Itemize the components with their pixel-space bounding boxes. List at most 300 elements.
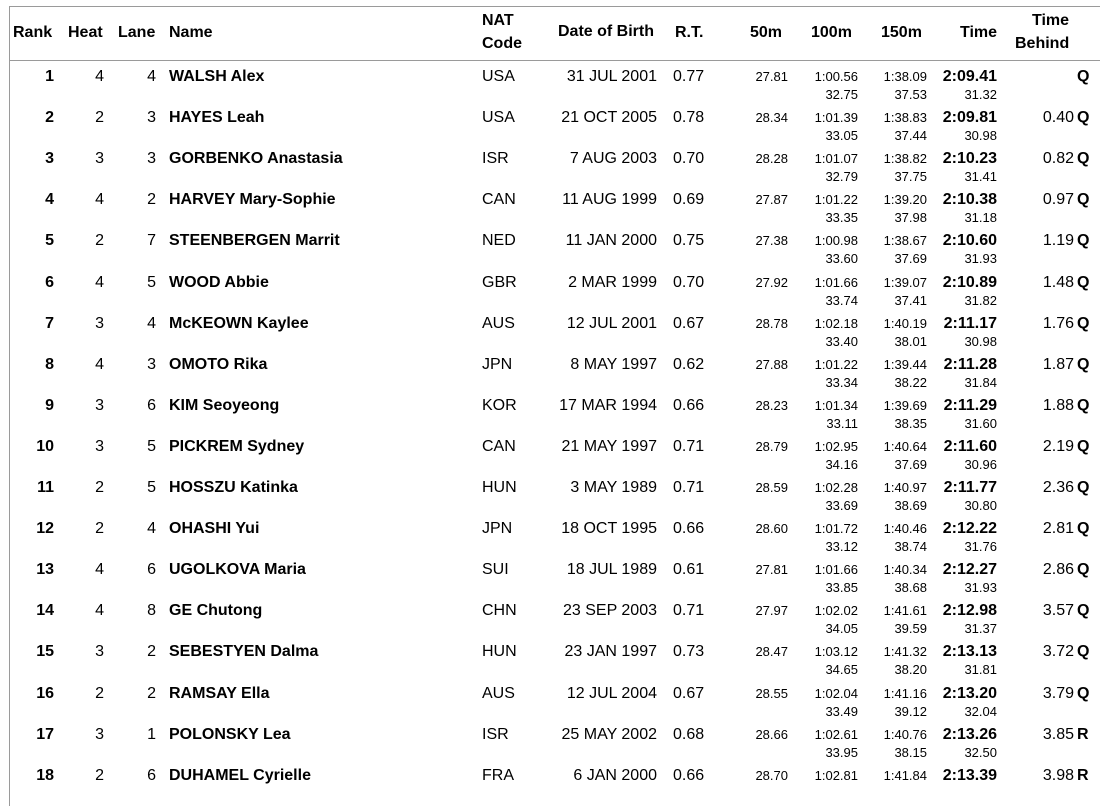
cell-lap-100m: 33.74 bbox=[825, 292, 858, 308]
cell-lap-100m: 32.75 bbox=[825, 87, 858, 102]
cell-dob: 11 AUG 1999 bbox=[562, 191, 657, 209]
cell-name: DUHAMEL Cyrielle bbox=[169, 766, 311, 784]
cell-split-100m: 1:02.81 bbox=[814, 767, 858, 783]
cell-rt: 0.70 bbox=[673, 150, 705, 168]
cell-split-150m: 1:39.44 bbox=[883, 356, 927, 372]
cell-nat: SUI bbox=[482, 561, 509, 579]
cell-lap-200m: 31.93 bbox=[964, 580, 997, 596]
cell-split-100m: 1:02.95 bbox=[814, 438, 858, 454]
cell-lap-100m: 32.79 bbox=[825, 169, 858, 185]
cell-lap-200m: 30.96 bbox=[964, 456, 997, 472]
cell-nat: AUS bbox=[482, 684, 515, 702]
cell-split-150m: 1:40.34 bbox=[883, 562, 927, 578]
cell-final-time: 2:11.60 bbox=[943, 437, 997, 455]
table-row bbox=[10, 227, 1100, 268]
cell-final-time: 2:12.98 bbox=[942, 602, 997, 620]
cell-split-100m: 1:03.12 bbox=[814, 644, 858, 660]
cell-split-50m: 28.47 bbox=[755, 644, 788, 660]
cell-lane: 2 bbox=[147, 643, 156, 661]
cell-rank: 16 bbox=[36, 684, 54, 702]
cell-time-behind: 3.98 bbox=[1042, 766, 1074, 784]
cell-split-100m: 1:01.39 bbox=[814, 110, 858, 126]
header-50m: 50m bbox=[750, 24, 783, 41]
cell-qualifier: Q bbox=[1077, 643, 1090, 661]
cell-qualifier: Q bbox=[1077, 437, 1090, 455]
cell-qualifier: Q bbox=[1077, 273, 1090, 291]
cell-lane: 4 bbox=[147, 520, 156, 538]
cell-rank: 7 bbox=[45, 314, 54, 332]
cell-lane: 3 bbox=[147, 109, 156, 127]
cell-split-50m: 27.88 bbox=[755, 356, 788, 372]
cell-split-50m: 28.78 bbox=[755, 315, 788, 331]
cell-lane: 4 bbox=[147, 314, 156, 332]
cell-split-100m: 1:01.66 bbox=[814, 274, 858, 290]
cell-rt: 0.71 bbox=[673, 437, 705, 455]
cell-split-50m: 28.60 bbox=[755, 521, 788, 537]
cell-lap-100m: 33.11 bbox=[826, 415, 858, 431]
cell-time-behind: 2.81 bbox=[1042, 520, 1074, 538]
cell-nat: JPN bbox=[482, 520, 513, 538]
cell-rt: 0.62 bbox=[673, 355, 705, 373]
cell-split-100m: 1:01.66 bbox=[814, 562, 858, 578]
table-row bbox=[10, 310, 1100, 351]
cell-heat: 4 bbox=[95, 602, 104, 620]
cell-split-150m: 1:39.69 bbox=[883, 397, 927, 413]
cell-split-150m: 1:39.20 bbox=[883, 192, 927, 208]
cell-time-behind: 1.19 bbox=[1042, 232, 1074, 250]
cell-split-100m: 1:02.04 bbox=[814, 685, 858, 701]
table-row bbox=[10, 145, 1100, 186]
cell-lap-200m: 31.76 bbox=[964, 539, 997, 555]
cell-lane: 5 bbox=[147, 273, 156, 291]
cell-rank: 6 bbox=[45, 273, 54, 291]
table-row bbox=[10, 186, 1100, 227]
table-row bbox=[10, 515, 1100, 556]
table-row bbox=[10, 638, 1100, 679]
cell-nat: CAN bbox=[482, 437, 516, 455]
cell-lap-200m: 31.32 bbox=[964, 87, 997, 102]
cell-name: POLONSKY Lea bbox=[169, 725, 291, 743]
cell-final-time: 2:11.77 bbox=[943, 479, 997, 496]
cell-lap-200m: 31.60 bbox=[964, 415, 997, 431]
cell-lap-150m: 37.69 bbox=[894, 251, 927, 267]
cell-name: McKEOWN Kaylee bbox=[169, 314, 309, 332]
cell-rt: 0.66 bbox=[673, 520, 705, 538]
cell-heat: 3 bbox=[95, 725, 104, 743]
cell-final-time: 2:10.89 bbox=[942, 273, 997, 291]
cell-qualifier: R bbox=[1077, 766, 1089, 784]
cell-lap-200m: 31.84 bbox=[964, 374, 997, 390]
cell-final-time: 2:13.20 bbox=[942, 684, 997, 702]
cell-dob: 21 MAY 1997 bbox=[561, 437, 657, 455]
cell-nat: HUN bbox=[482, 479, 517, 496]
cell-time-behind: 3.85 bbox=[1042, 725, 1074, 743]
cell-split-100m: 1:00.56 bbox=[814, 69, 858, 84]
cell-name: OHASHI Yui bbox=[169, 520, 260, 538]
cell-name: WALSH Alex bbox=[169, 68, 265, 85]
cell-heat: 2 bbox=[95, 684, 104, 702]
cell-heat: 3 bbox=[95, 150, 104, 168]
cell-time-behind: 2.86 bbox=[1042, 561, 1074, 579]
cell-final-time: 2:11.28 bbox=[943, 355, 997, 373]
cell-final-time: 2:10.23 bbox=[942, 150, 997, 168]
cell-rank: 10 bbox=[36, 437, 54, 455]
cell-heat: 4 bbox=[95, 68, 104, 85]
cell-rt: 0.67 bbox=[673, 314, 705, 332]
cell-lap-150m: 38.68 bbox=[894, 580, 927, 596]
cell-time-behind: 3.57 bbox=[1042, 602, 1074, 620]
cell-split-150m: 1:38.83 bbox=[883, 110, 927, 126]
cell-dob: 31 JUL 2001 bbox=[566, 68, 657, 85]
cell-heat: 2 bbox=[95, 766, 104, 784]
cell-split-150m: 1:40.64 bbox=[883, 438, 927, 454]
cell-lap-100m: 34.65 bbox=[825, 662, 858, 678]
cell-split-50m: 28.55 bbox=[755, 685, 788, 701]
cell-split-100m: 1:02.61 bbox=[814, 726, 858, 742]
cell-qualifier: Q bbox=[1077, 314, 1090, 332]
table-row bbox=[10, 474, 1100, 515]
cell-time-behind: 2.19 bbox=[1042, 437, 1074, 455]
cell-split-100m: 1:01.72 bbox=[814, 521, 858, 537]
header-heat: Heat bbox=[68, 24, 103, 41]
cell-lap-100m: 33.40 bbox=[825, 333, 858, 349]
cell-dob: 23 SEP 2003 bbox=[562, 602, 657, 620]
table-row bbox=[10, 351, 1100, 392]
cell-lane: 1 bbox=[147, 725, 156, 743]
table-row bbox=[10, 721, 1100, 762]
table-row bbox=[10, 433, 1100, 474]
cell-rank: 18 bbox=[36, 766, 54, 784]
cell-qualifier: Q bbox=[1077, 684, 1090, 702]
cell-lap-150m: 37.98 bbox=[894, 210, 927, 226]
table-row bbox=[10, 269, 1100, 310]
cell-split-100m: 1:02.02 bbox=[814, 603, 858, 619]
cell-nat: USA bbox=[482, 68, 515, 85]
cell-qualifier: Q bbox=[1077, 232, 1090, 250]
cell-lap-200m: 32.50 bbox=[964, 744, 997, 760]
cell-dob: 12 JUL 2001 bbox=[566, 314, 657, 332]
cell-rank: 1 bbox=[45, 68, 54, 85]
cell-name: PICKREM Sydney bbox=[169, 437, 305, 455]
cell-rt: 0.68 bbox=[673, 725, 705, 743]
cell-lap-200m: 31.37 bbox=[964, 621, 997, 637]
cell-heat: 3 bbox=[95, 314, 104, 332]
cell-dob: 18 OCT 1995 bbox=[561, 520, 657, 538]
cell-dob: 6 JAN 2000 bbox=[573, 766, 657, 784]
cell-dob: 3 MAY 1989 bbox=[570, 479, 657, 496]
cell-nat: AUS bbox=[482, 314, 515, 332]
cell-time-behind: 3.72 bbox=[1042, 643, 1074, 661]
cell-lap-150m: 38.35 bbox=[894, 415, 927, 431]
table-row bbox=[10, 597, 1100, 638]
cell-heat: 4 bbox=[95, 355, 104, 373]
cell-rank: 5 bbox=[45, 232, 54, 250]
cell-qualifier: Q bbox=[1077, 561, 1090, 579]
cell-lap-100m: 33.12 bbox=[825, 539, 858, 555]
cell-time-behind: 1.48 bbox=[1042, 273, 1074, 291]
cell-lane: 2 bbox=[147, 191, 156, 209]
cell-lap-150m: 38.69 bbox=[894, 498, 927, 513]
cell-dob: 2 MAR 1999 bbox=[568, 273, 657, 291]
cell-qualifier: Q bbox=[1077, 602, 1090, 620]
table-row bbox=[10, 63, 1100, 104]
cell-lap-100m: 33.35 bbox=[825, 210, 858, 226]
cell-split-100m: 1:00.98 bbox=[814, 233, 858, 249]
table-row bbox=[10, 556, 1100, 597]
cell-lap-100m: 33.60 bbox=[825, 251, 858, 267]
cell-lap-150m: 37.75 bbox=[894, 169, 927, 185]
cell-lap-150m: 37.53 bbox=[894, 87, 927, 102]
cell-final-time: 2:13.13 bbox=[942, 643, 997, 661]
cell-lap-100m: 33.34 bbox=[825, 374, 858, 390]
cell-nat: GBR bbox=[482, 273, 517, 291]
cell-rank: 2 bbox=[45, 109, 54, 127]
cell-split-50m: 28.34 bbox=[755, 110, 788, 126]
cell-lane: 2 bbox=[147, 684, 156, 702]
header-behind-line2: Behind bbox=[1015, 35, 1070, 52]
cell-time-behind: 1.88 bbox=[1042, 396, 1074, 414]
cell-lap-100m: 34.05 bbox=[825, 621, 858, 637]
cell-rank: 12 bbox=[36, 520, 54, 538]
cell-lap-150m: 37.69 bbox=[894, 456, 927, 472]
cell-final-time: 2:12.22 bbox=[942, 520, 997, 538]
cell-heat: 3 bbox=[95, 396, 104, 414]
cell-name: STEENBERGEN Marrit bbox=[169, 232, 340, 250]
cell-rank: 11 bbox=[37, 479, 54, 496]
cell-nat: JPN bbox=[482, 355, 513, 373]
results-sheet bbox=[9, 6, 1100, 806]
cell-lane: 5 bbox=[147, 479, 156, 496]
cell-heat: 2 bbox=[95, 520, 104, 538]
cell-name: GORBENKO Anastasia bbox=[169, 150, 343, 168]
cell-split-50m: 28.23 bbox=[755, 397, 788, 413]
cell-split-50m: 28.79 bbox=[755, 438, 788, 454]
cell-time-behind: 0.97 bbox=[1042, 191, 1074, 209]
cell-dob: 23 JAN 1997 bbox=[564, 643, 657, 661]
header-nat-line1: NAT bbox=[482, 12, 514, 29]
cell-rt: 0.71 bbox=[673, 602, 705, 620]
cell-nat: USA bbox=[482, 109, 515, 127]
cell-name: KIM Seoyeong bbox=[169, 396, 280, 414]
cell-lane: 3 bbox=[147, 150, 156, 168]
cell-time-behind: 1.87 bbox=[1042, 355, 1074, 373]
header-name: Name bbox=[169, 24, 213, 41]
cell-lap-200m: 31.18 bbox=[964, 210, 997, 226]
cell-name: HAYES Leah bbox=[169, 109, 265, 127]
cell-rank: 3 bbox=[45, 150, 54, 168]
cell-lap-200m: 30.80 bbox=[964, 498, 997, 513]
cell-split-100m: 1:02.18 bbox=[814, 315, 858, 331]
cell-heat: 2 bbox=[95, 232, 104, 250]
cell-split-150m: 1:41.84 bbox=[883, 767, 927, 783]
cell-split-150m: 1:41.32 bbox=[883, 644, 927, 660]
cell-final-time: 2:09.81 bbox=[942, 109, 997, 127]
cell-split-50m: 27.81 bbox=[755, 562, 788, 578]
table-row bbox=[10, 392, 1100, 433]
cell-split-150m: 1:38.82 bbox=[883, 151, 927, 167]
cell-lap-100m: 33.69 bbox=[825, 498, 858, 513]
cell-lane: 3 bbox=[147, 355, 156, 373]
cell-split-150m: 1:40.76 bbox=[883, 726, 927, 742]
cell-split-50m: 27.97 bbox=[755, 603, 788, 619]
header-lane: Lane bbox=[118, 24, 156, 41]
cell-lap-100m: 33.49 bbox=[825, 703, 858, 719]
cell-lap-100m: 33.95 bbox=[825, 744, 858, 760]
cell-nat: CAN bbox=[482, 191, 516, 209]
cell-lane: 8 bbox=[147, 602, 156, 620]
table-row bbox=[10, 762, 1100, 803]
cell-split-150m: 1:40.46 bbox=[883, 521, 927, 537]
results-header bbox=[10, 7, 1100, 61]
cell-split-150m: 1:41.16 bbox=[883, 685, 927, 701]
cell-split-50m: 28.59 bbox=[755, 480, 788, 495]
cell-name: SEBESTYEN Dalma bbox=[169, 643, 319, 661]
cell-split-50m: 28.66 bbox=[755, 726, 788, 742]
cell-qualifier: Q bbox=[1077, 191, 1090, 209]
cell-rt: 0.73 bbox=[673, 643, 705, 661]
cell-split-150m: 1:39.07 bbox=[883, 274, 927, 290]
cell-time-behind: 1.76 bbox=[1042, 314, 1074, 332]
header-behind-line1: Time bbox=[1032, 12, 1070, 29]
cell-rt: 0.66 bbox=[673, 766, 705, 784]
cell-time-behind: 2.36 bbox=[1042, 479, 1074, 496]
cell-split-100m: 1:01.22 bbox=[814, 356, 858, 372]
cell-dob: 18 JUL 1989 bbox=[566, 561, 657, 579]
cell-time-behind: 3.79 bbox=[1042, 684, 1074, 702]
cell-dob: 12 JUL 2004 bbox=[566, 684, 657, 702]
cell-rt: 0.70 bbox=[673, 273, 705, 291]
cell-final-time: 2:11.17 bbox=[943, 314, 997, 332]
cell-qualifier: R bbox=[1077, 725, 1089, 743]
cell-lane: 7 bbox=[147, 232, 156, 250]
cell-lap-150m: 38.22 bbox=[894, 374, 927, 390]
cell-name: UGOLKOVA Maria bbox=[169, 561, 306, 579]
cell-split-50m: 27.92 bbox=[755, 274, 788, 290]
cell-rt: 0.61 bbox=[673, 561, 705, 579]
cell-nat: KOR bbox=[482, 396, 517, 414]
cell-qualifier: Q bbox=[1077, 355, 1090, 373]
cell-time-behind: 0.40 bbox=[1042, 109, 1074, 127]
cell-name: OMOTO Rika bbox=[169, 355, 268, 373]
cell-rank: 8 bbox=[45, 355, 54, 373]
cell-final-time: 2:10.60 bbox=[942, 232, 997, 250]
cell-rank: 15 bbox=[36, 643, 54, 661]
cell-nat: ISR bbox=[482, 150, 509, 168]
cell-split-150m: 1:40.97 bbox=[883, 480, 927, 495]
header-dob: Date of Birth bbox=[558, 23, 654, 40]
header-100m: 100m bbox=[811, 24, 852, 41]
cell-final-time: 2:11.29 bbox=[943, 396, 997, 414]
cell-lap-100m: 33.85 bbox=[825, 580, 858, 596]
cell-heat: 2 bbox=[95, 109, 104, 127]
cell-lap-200m: 31.41 bbox=[964, 169, 997, 185]
cell-time-behind: 0.82 bbox=[1042, 150, 1074, 168]
cell-rt: 0.67 bbox=[673, 684, 705, 702]
cell-split-100m: 1:02.28 bbox=[814, 480, 858, 495]
cell-dob: 7 AUG 2003 bbox=[569, 150, 657, 168]
cell-split-100m: 1:01.07 bbox=[814, 151, 858, 167]
cell-lap-200m: 32.04 bbox=[964, 703, 997, 719]
cell-split-50m: 27.38 bbox=[755, 233, 788, 249]
cell-nat: NED bbox=[482, 232, 516, 250]
cell-lap-200m: 31.82 bbox=[964, 292, 997, 308]
cell-lap-200m: 31.81 bbox=[964, 662, 997, 678]
cell-lap-150m: 37.41 bbox=[894, 292, 927, 308]
cell-heat: 3 bbox=[95, 643, 104, 661]
cell-split-150m: 1:41.61 bbox=[883, 603, 927, 619]
cell-rank: 9 bbox=[45, 396, 54, 414]
cell-split-100m: 1:01.34 bbox=[814, 397, 858, 413]
cell-final-time: 2:09.41 bbox=[942, 68, 997, 85]
cell-lane: 6 bbox=[147, 766, 156, 784]
cell-dob: 8 MAY 1997 bbox=[570, 355, 657, 373]
cell-lane: 6 bbox=[147, 561, 156, 579]
cell-qualifier: Q bbox=[1077, 68, 1090, 85]
cell-lane: 6 bbox=[147, 396, 156, 414]
header-nat-line2: Code bbox=[482, 35, 522, 52]
cell-lap-150m: 38.20 bbox=[894, 662, 927, 678]
cell-heat: 4 bbox=[95, 273, 104, 291]
cell-rt: 0.71 bbox=[673, 479, 705, 496]
cell-name: HOSSZU Katinka bbox=[169, 479, 298, 496]
cell-rt: 0.66 bbox=[673, 396, 705, 414]
table-row bbox=[10, 104, 1100, 145]
cell-split-50m: 27.81 bbox=[755, 69, 788, 84]
cell-lane: 4 bbox=[147, 68, 156, 85]
cell-name: RAMSAY Ella bbox=[169, 684, 270, 702]
cell-split-50m: 28.70 bbox=[755, 767, 788, 783]
cell-final-time: 2:10.38 bbox=[942, 191, 997, 209]
cell-rt: 0.77 bbox=[673, 68, 705, 85]
cell-nat: HUN bbox=[482, 643, 517, 661]
cell-heat: 4 bbox=[95, 561, 104, 579]
cell-name: WOOD Abbie bbox=[169, 273, 269, 291]
cell-qualifier: Q bbox=[1077, 109, 1090, 127]
header-rt: R.T. bbox=[675, 24, 704, 41]
cell-split-50m: 28.28 bbox=[755, 151, 788, 167]
header-time: Time bbox=[960, 24, 998, 41]
cell-qualifier: Q bbox=[1077, 520, 1090, 538]
cell-name: HARVEY Mary-Sophie bbox=[169, 191, 336, 209]
cell-dob: 17 MAR 1994 bbox=[559, 396, 657, 414]
cell-lane: 5 bbox=[147, 437, 156, 455]
cell-qualifier: Q bbox=[1077, 479, 1090, 496]
cell-lap-200m: 31.93 bbox=[964, 251, 997, 267]
cell-lap-150m: 37.44 bbox=[894, 128, 927, 144]
cell-lap-150m: 38.01 bbox=[894, 333, 927, 349]
cell-split-150m: 1:38.67 bbox=[883, 233, 927, 249]
cell-lap-100m: 33.05 bbox=[825, 128, 858, 144]
table-row bbox=[10, 680, 1100, 721]
cell-qualifier: Q bbox=[1077, 150, 1090, 168]
cell-split-150m: 1:38.09 bbox=[883, 69, 927, 84]
cell-rt: 0.75 bbox=[673, 232, 705, 250]
cell-split-50m: 27.87 bbox=[755, 192, 788, 208]
cell-final-time: 2:12.27 bbox=[942, 561, 997, 579]
cell-lap-150m: 39.59 bbox=[894, 621, 927, 637]
cell-heat: 4 bbox=[95, 191, 104, 209]
cell-heat: 2 bbox=[95, 479, 104, 496]
cell-lap-150m: 38.15 bbox=[894, 744, 927, 760]
cell-nat: CHN bbox=[482, 602, 517, 620]
cell-lap-200m: 30.98 bbox=[964, 128, 997, 144]
cell-lap-150m: 38.74 bbox=[894, 539, 927, 555]
cell-nat: FRA bbox=[482, 766, 514, 784]
cell-final-time: 2:13.26 bbox=[942, 725, 997, 743]
cell-dob: 21 OCT 2005 bbox=[561, 109, 657, 127]
cell-rt: 0.78 bbox=[673, 109, 705, 127]
cell-rank: 13 bbox=[36, 561, 54, 579]
